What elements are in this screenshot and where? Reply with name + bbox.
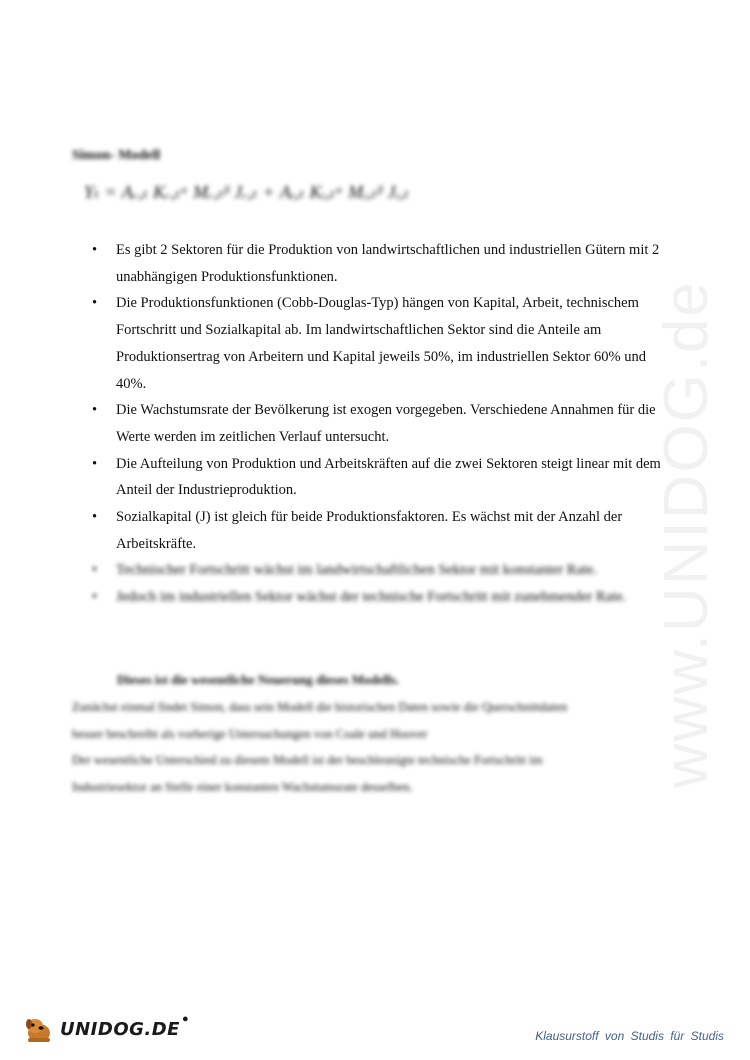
- dog-mascot-icon: [22, 1014, 56, 1044]
- bullet-dot-icon: •: [92, 589, 98, 606]
- bullet-list: [90, 237, 675, 611]
- bullet-text: Jedoch im industriellen Sektor wächst der technische Fortschritt mit zunehmender Rate.: [116, 589, 627, 606]
- summary-paragraph: [72, 694, 672, 800]
- bullet-text: Technischer Fortschritt wächst im landwirtschaftlichen Sektor mit konstanter Rate.: [116, 562, 597, 579]
- bullet-text: Die Produktionsfunktionen (Cobb-Douglas-Typ) hängen von Kapital, Arbeit, technischem Fortschritt und Sozialkapital ab. Im landwirtschaftlichen Sektor sind die Anteile am Produktionsertrag von Arbeitern und Kapital jeweils 50%, im industriellen Sektor 60% und 40%.: [116, 295, 646, 392]
- paragraph-line: besser beschreibt als vorherige Untersuchungen von Coale und Hoover: [72, 726, 428, 741]
- production-formula: Yₜ = Aᵣ,ₜ Kᵣ,ₜᵅ Mᵣ,ₜᵝ Jᵣ,ₜ + Aᵢ,ₜ Kᵢ,ₜᵅ Mᵢ,ₜᵝ Jᵢ,ₜ: [84, 182, 410, 202]
- bullet-item: [90, 504, 675, 557]
- paragraph-line: Zunächst einmal findet Simon, dass sein Modell die historischen Daten sowie die Querschnittdaten: [72, 700, 568, 714]
- bullet-text: Die Wachstumsrate der Bevölkerung ist exogen vorgegeben. Verschiedene Annahmen für die Werte werden im zeitlichen Verlauf untersucht.: [116, 402, 656, 445]
- paragraph-line: Industriesektor an Stelle einer konstanten Wachstumsrate desselben.: [72, 779, 413, 794]
- paragraph-line: Der wesentliche Unterschied zu diesem Modell ist der beschleunigte technische Fortschritt im: [72, 753, 543, 767]
- bullet-item: [90, 451, 675, 504]
- bullet-item: [90, 584, 675, 611]
- paw-icon: ●: [181, 1013, 189, 1025]
- footer-tagline: Klausurstoff von Studis für Studis: [535, 1029, 724, 1043]
- section-heading: Simon- Modell: [72, 148, 161, 163]
- bullet-dot-icon: •: [92, 242, 98, 258]
- bullet-dot-icon: •: [92, 562, 98, 579]
- bullet-item: [90, 557, 675, 584]
- bullet-text: Sozialkapital (J) ist gleich für beide Produktionsfaktoren. Es wächst mit der Anzahl der Arbeitskräfte.: [116, 509, 623, 552]
- bullet-dot-icon: •: [92, 509, 98, 526]
- bullet-item: [90, 397, 675, 450]
- unidog-logo[interactable]: [22, 1014, 191, 1044]
- bullet-item: [90, 237, 675, 290]
- bullet-text: Die Aufteilung von Produktion und Arbeitskräften auf die zwei Sektoren steigt linear mit dem Anteil der Industrieproduktion.: [116, 455, 661, 499]
- bullet-dot-icon: •: [92, 455, 98, 472]
- bullet-dot-icon: •: [92, 295, 98, 312]
- bullet-dot-icon: •: [92, 402, 98, 419]
- note-title: Dieses ist die wesentliche Neuerung dieses Modells.: [117, 672, 400, 687]
- bullet-text: Es gibt 2 Sektoren für die Produktion von landwirtschaftlichen und industriellen Gütern mit 2 unabhängigen Produktionsfunktionen.: [116, 242, 660, 285]
- bullet-item: [90, 290, 675, 397]
- site-watermark: www.UNIDOG.de: [652, 280, 721, 789]
- logo-wordmark: UNIDOG.DE: [60, 1018, 180, 1040]
